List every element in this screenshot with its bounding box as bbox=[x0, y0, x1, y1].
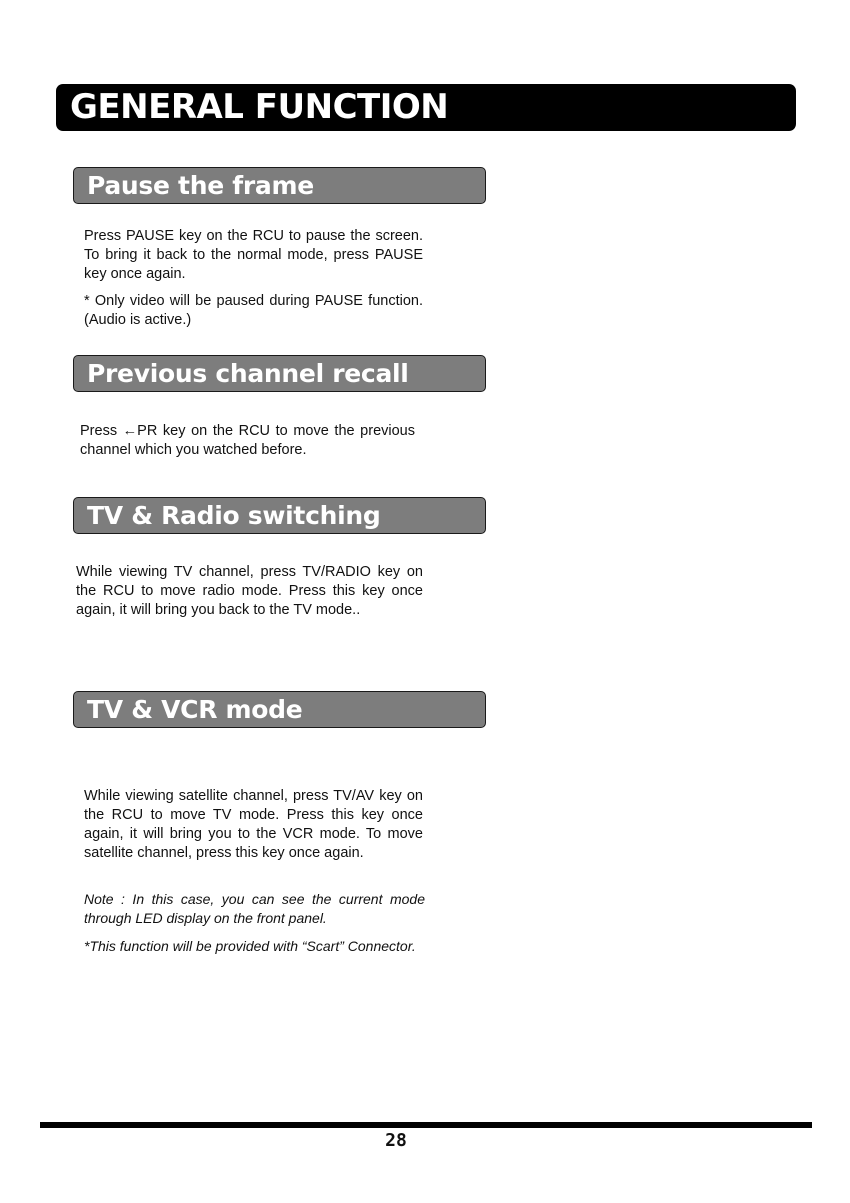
section-heading-radio: TV & Radio switching bbox=[87, 501, 381, 530]
section-header-pause bbox=[73, 167, 486, 204]
radio-body-text: While viewing TV channel, press TV/RADIO key on the RCU to move radio mode. Press this key once again, it will bring you back to the TV mode.. bbox=[76, 564, 423, 618]
vcr-note-text: Note : In this case, you can see the current mode through LED display on the front panel. bbox=[84, 891, 425, 926]
footer-rule bbox=[40, 1122, 812, 1128]
page-title-bar bbox=[56, 84, 796, 131]
recall-body-text: Press ←PR key on the RCU to move the previous channel which you watched before. bbox=[80, 423, 415, 458]
section-heading-pause: Pause the frame bbox=[87, 171, 314, 200]
page-title: GENERAL FUNCTION bbox=[70, 87, 449, 127]
pause-note-text: * Only video will be paused during PAUSE function. (Audio is active.) bbox=[84, 293, 423, 328]
section-heading-recall: Previous channel recall bbox=[87, 359, 409, 388]
section-header-radio bbox=[73, 497, 486, 534]
vcr-footnote-text: *This function will be provided with “Scart” Connector. bbox=[84, 938, 416, 954]
section-header-recall bbox=[73, 355, 486, 392]
section-header-vcr bbox=[73, 691, 486, 728]
page-number: 28 bbox=[385, 1130, 407, 1151]
pause-body-text: Press PAUSE key on the RCU to pause the screen. To bring it back to the normal mode, press PAUSE key once again. bbox=[84, 228, 423, 282]
section-heading-vcr: TV & VCR mode bbox=[87, 695, 303, 724]
vcr-body-text: While viewing satellite channel, press TV/AV key on the RCU to move TV mode. Press this key once again, it will bring you to the VCR mode. To move satellite channel, press this key once again. bbox=[84, 788, 423, 861]
